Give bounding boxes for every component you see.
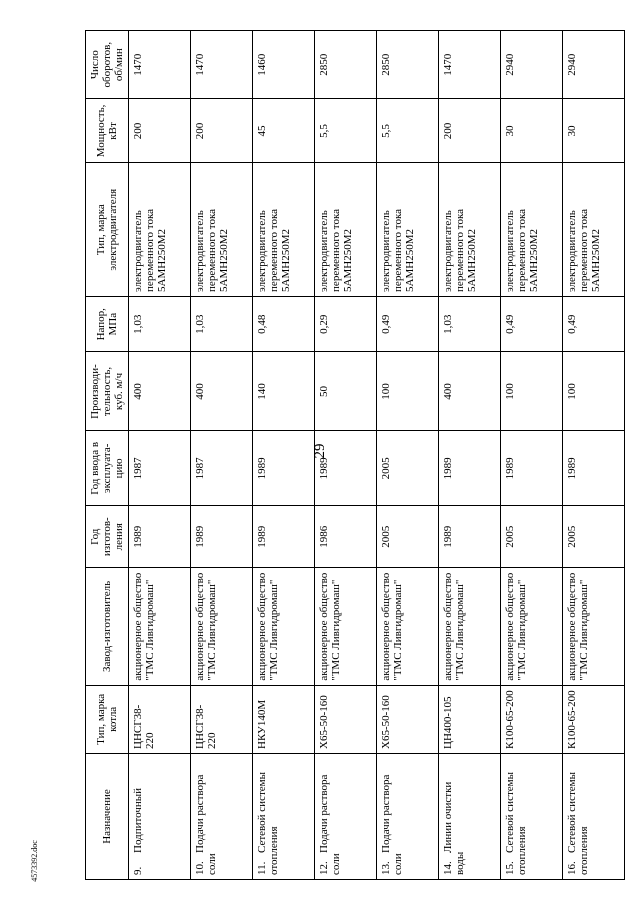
cell-year-in: 1987 [129,431,191,506]
cell-maker: акционерное общество "ТМС Ливгидромаш" [563,568,625,685]
cell-type: К100-65-200 [563,685,625,753]
cell-capacity: 100 [501,352,563,431]
table-body [129,31,625,880]
cell-year-made: 1986 [315,506,377,568]
cell-motor: электродвигатель переменного тока 5АМН250М2 [563,163,625,296]
row-number: 13. [380,861,392,875]
cell-pressure: 0,49 [377,296,439,352]
table-row [129,31,191,880]
header-year-in-service: Год ввода в эксплуата-цию [86,431,129,506]
table-row [563,31,625,880]
header-maker: Завод-изготовитель [86,568,129,685]
cell-rpm: 2850 [377,31,439,99]
cell-power: 30 [501,99,563,163]
cell-year-in: 1987 [191,431,253,506]
purpose-text: Сетевой системы отопления [504,772,528,875]
row-number: 10. [194,861,206,875]
cell-year-in: 1989 [563,431,625,506]
table-row [377,31,439,880]
header-motor: Тип, марка электродвигателя [86,163,129,296]
header-type: Тип, марка котла [86,685,129,753]
purpose-text: Сетевой системы отопления [256,772,280,875]
cell-capacity: 400 [439,352,501,431]
cell-rpm: 1470 [129,31,191,99]
cell-maker: акционерное общество "ТМС Ливгидромаш" [315,568,377,685]
cell-rpm: 2850 [315,31,377,99]
cell-maker: акционерное общество "ТМС Ливгидромаш" [129,568,191,685]
cell-motor: электродвигатель переменного тока 5АМН250М2 [253,163,315,296]
cell-pressure: 0,49 [563,296,625,352]
table-header [86,31,129,880]
cell-power: 200 [191,99,253,163]
cell-motor: электродвигатель переменного тока 5АМН250М2 [191,163,253,296]
row-number: 16. [566,861,578,875]
cell-purpose [439,754,501,880]
header-capacity: Производи-тельность, куб. м/ч [86,352,129,431]
purpose-text: Подачи раствора соли [194,774,218,875]
purpose-text: Подачи раствора соли [380,774,404,875]
cell-capacity: 400 [191,352,253,431]
cell-year-made: 1989 [191,506,253,568]
cell-motor: электродвигатель переменного тока 5АМН250М2 [129,163,191,296]
purpose-text: Линии очистки воды [442,781,466,875]
cell-maker: акционерное общество "ТМС Ливгидромаш" [377,568,439,685]
header-power: Мощность, кВт [86,99,129,163]
cell-motor: электродвигатель переменного тока 5АМН250М2 [439,163,501,296]
cell-year-in: 1989 [439,431,501,506]
cell-maker: акционерное общество "ТМС Ливгидромаш" [253,568,315,685]
cell-purpose [563,754,625,880]
cell-pressure: 1,03 [439,296,501,352]
cell-maker: акционерное общество "ТМС Ливгидромаш" [439,568,501,685]
cell-purpose [501,754,563,880]
cell-power: 5,5 [315,99,377,163]
cell-pressure: 1,03 [129,296,191,352]
cell-rpm: 1460 [253,31,315,99]
cell-year-in: 1989 [253,431,315,506]
table-row [253,31,315,880]
cell-year-made: 1989 [253,506,315,568]
row-number: 9. [132,866,144,875]
cell-rpm: 1470 [439,31,501,99]
cell-capacity: 100 [563,352,625,431]
cell-power: 5,5 [377,99,439,163]
table-row [191,31,253,880]
cell-pressure: 0,49 [501,296,563,352]
purpose-text: Подачи раствора соли [318,774,342,875]
cell-pressure: 0,48 [253,296,315,352]
pump-equipment-table [85,30,625,880]
cell-maker: акционерное общество "ТМС Ливгидромаш" [191,568,253,685]
cell-pressure: 0,29 [315,296,377,352]
cell-motor: электродвигатель переменного тока 5АМН250М2 [377,163,439,296]
rotated-table [85,30,625,880]
cell-year-made: 2005 [377,506,439,568]
header-year-made: Год изготов-ления [86,506,129,568]
page-number: 29 [312,443,328,459]
cell-maker: акционерное общество "ТМС Ливгидромаш" [501,568,563,685]
row-number: 15. [504,861,516,875]
cell-power: 45 [253,99,315,163]
cell-year-in: 1989 [501,431,563,506]
cell-purpose [377,754,439,880]
cell-year-made: 2005 [501,506,563,568]
table-row [439,31,501,880]
cell-capacity: 100 [377,352,439,431]
cell-rpm: 1470 [191,31,253,99]
cell-year-in: 1989 [315,431,377,506]
cell-motor: электродвигатель переменного тока 5АМН250М2 [315,163,377,296]
cell-type: ЦН400-105 [439,685,501,753]
cell-year-made: 1989 [439,506,501,568]
cell-purpose [191,754,253,880]
row-number: 11. [256,861,268,875]
cell-capacity: 400 [129,352,191,431]
table-row [501,31,563,880]
cell-year-made: 2005 [563,506,625,568]
cell-rpm: 2940 [501,31,563,99]
row-number: 14. [442,861,454,875]
cell-motor: электродвигатель переменного тока 5АМН250М2 [501,163,563,296]
cell-capacity: 140 [253,352,315,431]
cell-capacity: 50 [315,352,377,431]
cell-type: Х65-50-160 [377,685,439,753]
cell-pressure: 1,03 [191,296,253,352]
table-row [315,31,377,880]
document-id: 4573392.doc [30,840,39,882]
table-area [85,30,625,880]
purpose-text: Сетевой системы отопления [566,772,590,875]
cell-year-in: 2005 [377,431,439,506]
header-rpm: Число оборотов, об/мин [86,31,129,99]
cell-purpose [253,754,315,880]
cell-type: К100-65-200 [501,685,563,753]
header-pressure: Напор, МПа [86,296,129,352]
cell-purpose [315,754,377,880]
cell-type: Х65-50-160 [315,685,377,753]
cell-type: НКУ140М [253,685,315,753]
cell-power: 200 [439,99,501,163]
cell-power: 30 [563,99,625,163]
header-purpose: Назначение [86,754,129,880]
cell-year-made: 1989 [129,506,191,568]
cell-type: ЦНСГ38-220 [191,685,253,753]
cell-rpm: 2940 [563,31,625,99]
cell-power: 200 [129,99,191,163]
purpose-text: Подпиточный [132,787,144,853]
row-number: 12. [318,861,330,875]
cell-type: ЦНСГ38-220 [129,685,191,753]
cell-purpose [129,754,191,880]
